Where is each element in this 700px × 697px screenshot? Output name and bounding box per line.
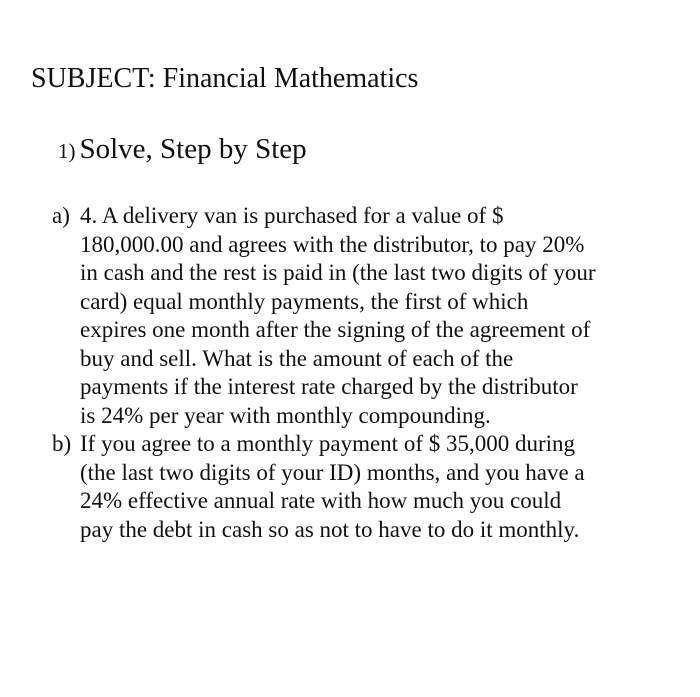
question-text-a: 4. A delivery van is purchased for a value of $ 180,000.00 and agrees with the distributor, to pay 20% in cash and the rest is paid in (the last two digits of your card) equal monthly payments, the first of which expires one month after the signing of the agreement of buy and sell. What is the amount of each of the payments if the interest rate charged by the distributor is 24% per year with monthly compounding. [80, 203, 596, 428]
question-item-b [52, 430, 692, 544]
question-label-a: a) [52, 203, 70, 228]
question-list [52, 202, 692, 544]
section-heading [58, 132, 307, 171]
question-text-b: If you agree to a monthly payment of $ 35,000 during (the last two digits of your ID) months, and you have a 24% effective annual rate with how much you could pay the debt in cash so as not to have to do it monthly. [80, 431, 585, 542]
section-number: 1) [58, 139, 76, 163]
subject-heading: SUBJECT: Financial Mathematics [31, 63, 419, 94]
question-item-a [52, 202, 692, 430]
section-title: Solve, Step by Step [79, 133, 307, 165]
question-label-b: b) [52, 431, 72, 456]
